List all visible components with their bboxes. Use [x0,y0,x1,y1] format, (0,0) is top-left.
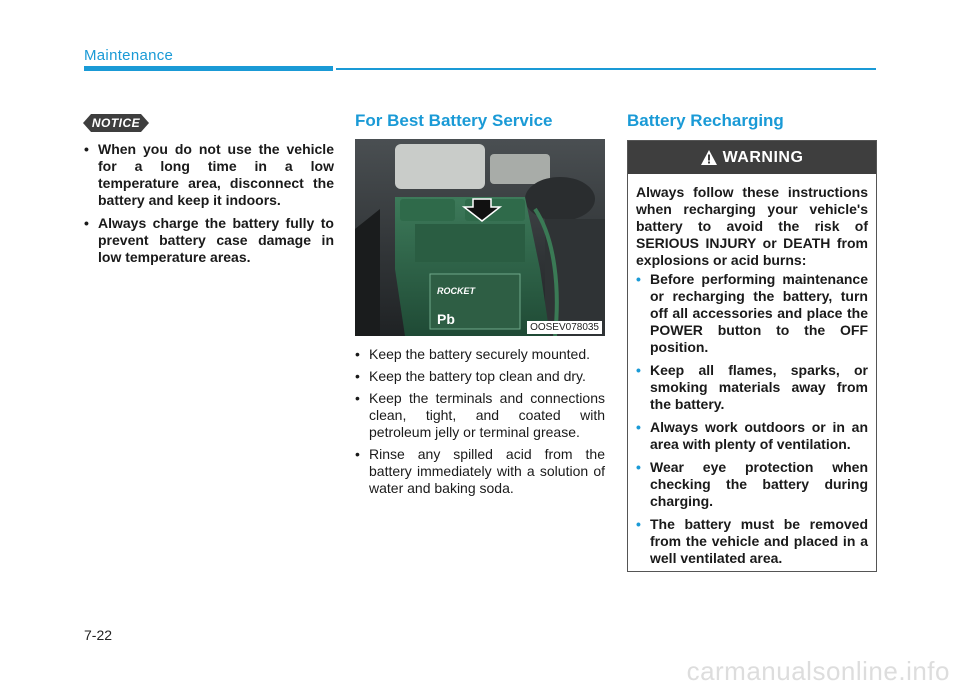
warning-box [627,140,877,572]
warning-item: • Keep all flames, sparks, or smoking materials away from the battery. [636,362,868,413]
warning-item: • Always work outdoors or in an area with plenty of ventilation. [636,419,868,453]
svg-text:Pb: Pb [437,311,455,327]
best-service-item: • Keep the battery top clean and dry. [355,368,605,385]
warning-item: • Wear eye protection when checking the battery during charging. [636,459,868,510]
header-rule-thick [84,66,333,71]
best-service-list [355,346,605,502]
warning-intro: Always follow these instructions when recharging your vehicle's battery to avoid the risk of SERIOUS INJURY or DEATH from explosions or acid burns: [636,184,868,268]
warning-list [636,271,868,567]
warning-label: WARNING [722,148,804,166]
battery-illustration [355,139,605,336]
notice-badge [83,114,149,132]
notice-list [84,141,334,272]
section-title: Maintenance [84,47,174,64]
best-service-item: • Keep the battery securely mounted. [355,346,605,363]
warning-body [628,174,876,567]
watermark: carmanualsonline.info [686,656,950,686]
warning-item: • Before performing maintenance or recharging the battery, turn off all accessories and place the POWER button to the OFF position. [636,271,868,356]
notice-item: • When you do not use the vehicle for a long time in a low temperature area, disconnect the battery and keep it indoors. [84,141,334,209]
warning-triangle-icon [701,150,717,165]
warning-item: • The battery must be removed from the vehicle and placed in a well ventilated area. [636,516,868,567]
figure-caption: OOSEV078035 [527,321,602,334]
warning-header [628,141,876,174]
svg-text:ROCKET: ROCKET [437,286,475,296]
notice-label: NOTICE [91,116,141,130]
best-service-heading: For Best Battery Service [355,111,553,130]
recharging-heading: Battery Recharging [627,111,784,130]
best-service-item: • Keep the terminals and connections clean, tight, and coated with petroleum jelly or terminal grease. [355,390,605,441]
best-service-item: • Rinse any spilled acid from the battery immediately with a solution of water and baking soda. [355,446,605,497]
battery-photo [355,139,605,336]
notice-item: • Always charge the battery fully to prevent battery case damage in low temperature areas. [84,215,334,266]
page-number: 7-22 [84,627,113,643]
header-rule-thin [336,68,876,70]
